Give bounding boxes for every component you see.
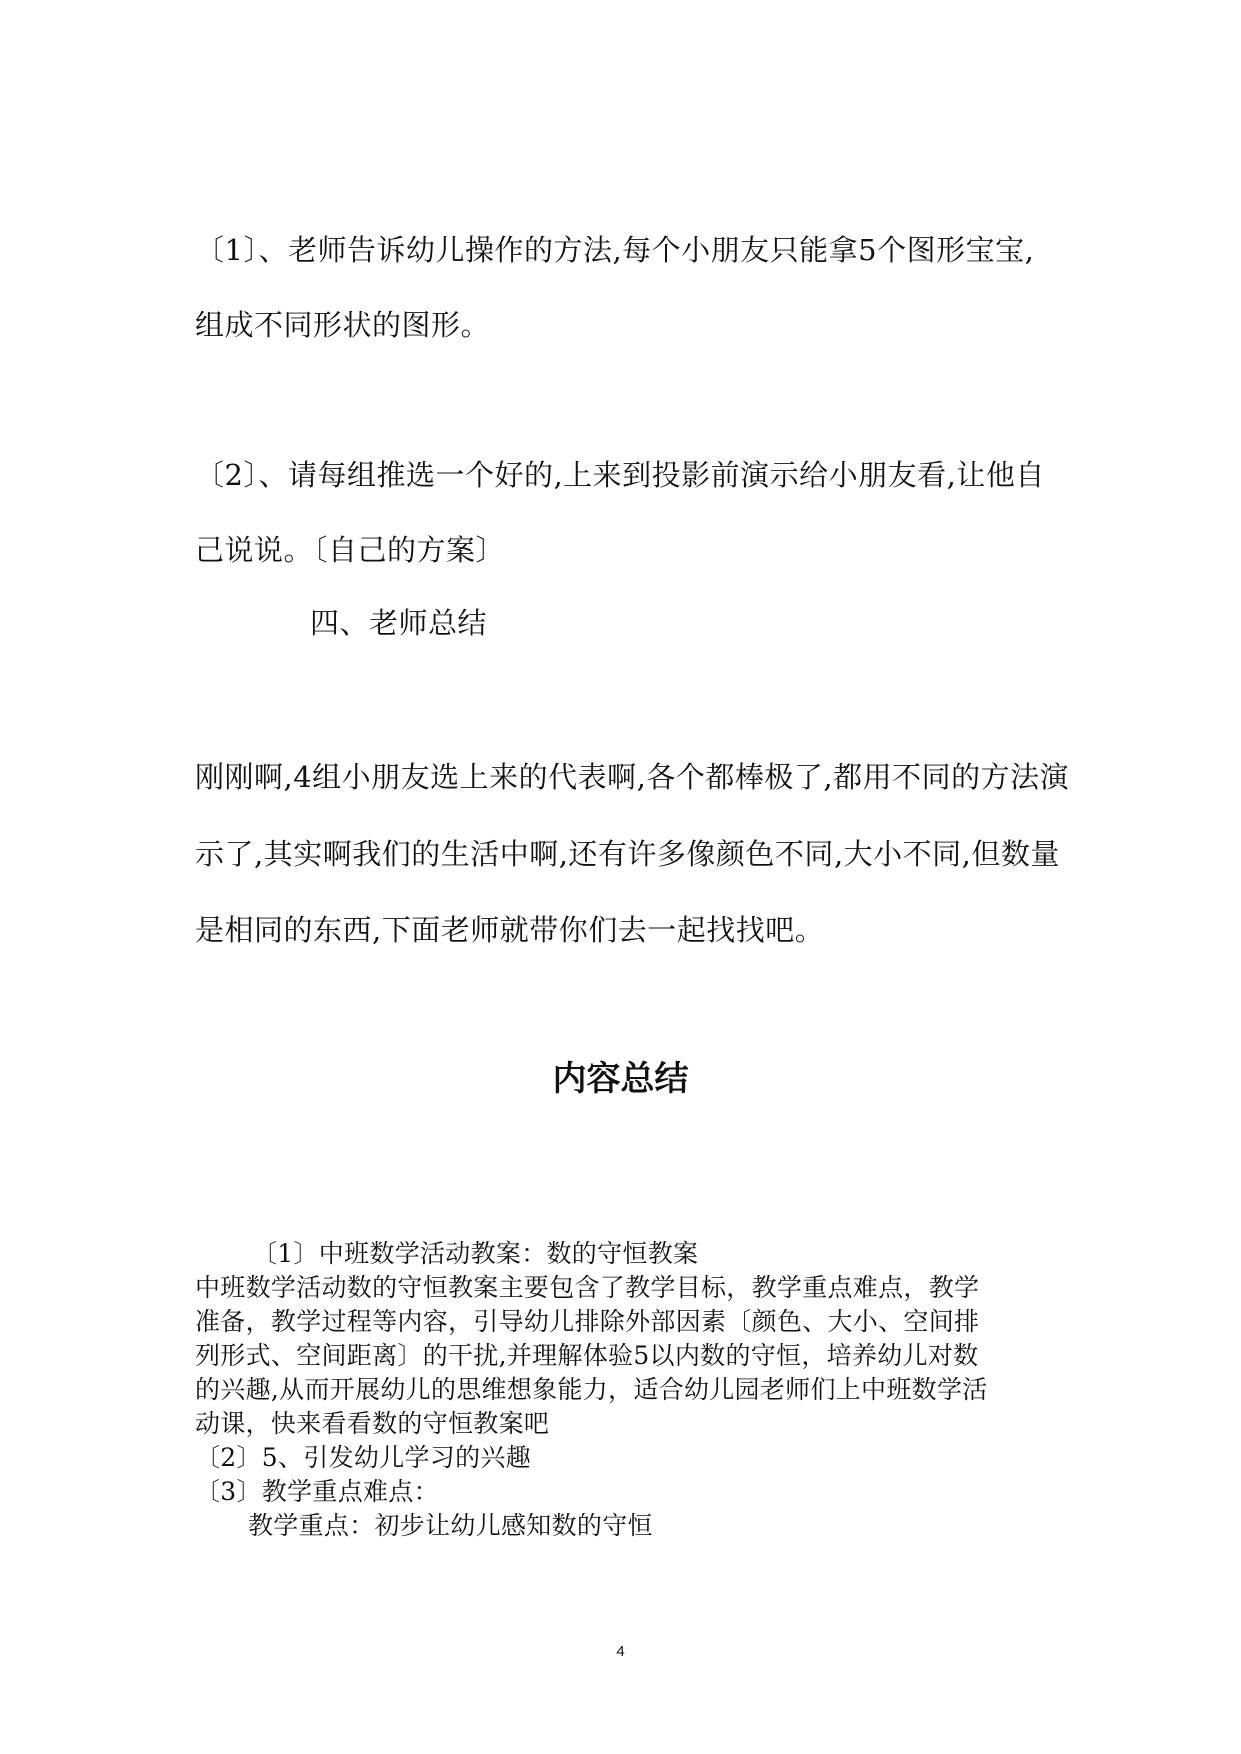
- summary-line: 〔2〕5、引发幼儿学习的兴趣: [195, 1443, 532, 1472]
- paragraph-line: 〔2〕、请每组推选一个好的,上来到投影前演示给小朋友看,让他自: [195, 458, 1045, 492]
- paragraph-line: 己说说。〔自己的方案〕: [195, 533, 506, 567]
- summary-line: 中班数学活动数的守恒教案主要包含了教学目标，教学重点难点，教学: [195, 1273, 980, 1302]
- summary-line: 的兴趣,从而开展幼儿的思维想象能力，适合幼儿园老师们上中班数学活: [195, 1375, 988, 1404]
- summary-title: 内容总结: [552, 1059, 689, 1099]
- page-number: 4: [616, 1643, 625, 1660]
- summary-line: 教学重点：初步让幼儿感知数的守恒: [248, 1511, 653, 1540]
- paragraph-line: 组成不同形状的图形。: [195, 308, 491, 342]
- paragraph-line: 是相同的东西,下面老师就带你们去一起找找吧。: [195, 913, 825, 947]
- summary-line: 准备，教学过程等内容，引导幼儿排除外部因素〔颜色、大小、空间排: [195, 1307, 980, 1336]
- summary-line: 动课，快来看看数的守恒教案吧: [195, 1409, 550, 1438]
- summary-line: 列形式、空间距离〕的干扰,并理解体验5以内数的守恒，培养幼儿对数: [195, 1341, 979, 1370]
- paragraph-line: 刚刚啊,4组小朋友选上来的代表啊,各个都棒极了,都用不同的方法演: [195, 760, 1070, 794]
- summary-line: 〔1〕中班数学活动教案：数的守恒教案: [252, 1239, 699, 1268]
- section-heading: 四、老师总结: [310, 606, 488, 640]
- paragraph-line: 〔1〕、老师告诉幼儿操作的方法,每个小朋友只能拿5个图形宝宝,: [195, 233, 1035, 267]
- paragraph-line: 示了,其实啊我们的生活中啊,还有许多像颜色不同,大小不同,但数量: [195, 837, 1060, 871]
- summary-line: 〔3〕教学重点难点：: [195, 1477, 439, 1506]
